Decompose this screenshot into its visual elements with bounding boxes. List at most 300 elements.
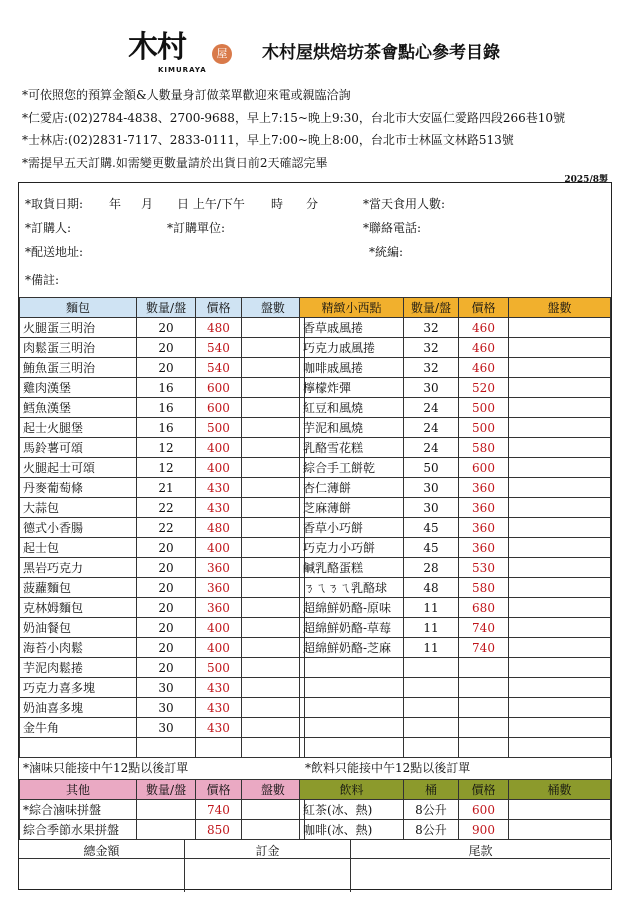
plates-input[interactable] — [509, 558, 611, 578]
drinks-header-row — [300, 780, 611, 800]
plates-input[interactable] — [509, 538, 611, 558]
item-qty: 21 — [137, 478, 196, 498]
drinks-header: 飲料 — [300, 780, 404, 800]
item-qty: 45 — [404, 518, 459, 538]
item-name: 超綿鮮奶酪-草莓 — [300, 618, 404, 638]
table-row — [300, 398, 611, 418]
item-name — [300, 738, 404, 758]
item-price: 600 — [459, 800, 509, 820]
minute-label: 分 — [306, 197, 319, 211]
item-qty: 50 — [404, 458, 459, 478]
item-name: 火腿起士可頌 — [20, 458, 137, 478]
table-row — [300, 378, 611, 398]
table-row — [20, 538, 305, 558]
plates-input[interactable] — [241, 458, 304, 478]
item-price: 680 — [459, 598, 509, 618]
qty-header: 數量/盤 — [404, 298, 459, 318]
item-price: 360 — [459, 498, 509, 518]
table-row — [300, 438, 611, 458]
table-row — [300, 718, 611, 738]
pastry-header-row — [300, 298, 611, 318]
item-qty — [404, 738, 459, 758]
plates-input[interactable] — [509, 418, 611, 438]
item-price: 400 — [196, 618, 242, 638]
table-row — [300, 800, 611, 820]
note-line: *仁愛店:(02)2784-4838、2700-9688，早上7:15~晚上9:30，台北市大安區仁愛路四段266巷10號 — [22, 110, 566, 125]
buckets-header: 桶數 — [509, 780, 611, 800]
item-price: 500 — [196, 418, 242, 438]
item-qty: 16 — [137, 398, 196, 418]
item-name: 綜合手工餅乾 — [300, 458, 404, 478]
item-qty: 32 — [404, 338, 459, 358]
table-row — [20, 638, 305, 658]
table-row — [20, 518, 305, 538]
item-name: 檸檬炸彈 — [300, 378, 404, 398]
table-row — [20, 800, 305, 820]
plates-input[interactable] — [509, 378, 611, 398]
item-qty: 30 — [404, 498, 459, 518]
table-row — [300, 478, 611, 498]
plates-input[interactable] — [241, 800, 304, 820]
item-qty: 20 — [137, 658, 196, 678]
pickup-date-label[interactable]: *取貨日期: — [25, 197, 84, 211]
hour-label: 時 — [271, 197, 284, 211]
item-price: 400 — [196, 638, 242, 658]
price-header: 價格 — [196, 298, 242, 318]
plates-input[interactable] — [509, 318, 611, 338]
item-qty: 28 — [404, 558, 459, 578]
item-price: 460 — [459, 338, 509, 358]
table-row — [20, 378, 305, 398]
item-price: 500 — [459, 418, 509, 438]
item-name: 大蒜包 — [20, 498, 137, 518]
plates-input[interactable] — [241, 578, 304, 598]
table-row — [300, 418, 611, 438]
table-row — [20, 578, 305, 598]
table-row — [300, 658, 611, 678]
address-label[interactable]: *配送地址: — [25, 245, 84, 259]
others-header: 其他 — [20, 780, 137, 800]
item-price: 360 — [459, 538, 509, 558]
headcount-label[interactable]: *當天食用人數: — [363, 197, 446, 211]
table-row — [20, 658, 305, 678]
item-name: 咖啡(冰、熱) — [300, 820, 404, 840]
plates-input[interactable] — [509, 338, 611, 358]
others-header-row — [20, 780, 305, 800]
item-name: 火腿蛋三明治 — [20, 318, 137, 338]
item-name: 綜合季節水果拼盤 — [20, 820, 137, 840]
bread-header: 麵包 — [20, 298, 137, 318]
note-line: *可依照您的預算金額&人數量身訂做菜單歡迎來電或親臨洽詢 — [22, 88, 351, 102]
month-label: 月 — [141, 197, 154, 211]
note-line: *需提早五天訂購.如需變更數量請於出貨日前2天確認完畢 — [22, 155, 328, 170]
pastry-table — [299, 297, 611, 758]
plates-input[interactable] — [509, 458, 611, 478]
item-name: 奶油喜多塊 — [20, 698, 137, 718]
item-qty: 11 — [404, 638, 459, 658]
plates-input[interactable] — [241, 738, 304, 758]
item-price: 520 — [459, 378, 509, 398]
item-price: 430 — [196, 498, 242, 518]
item-name: 雞肉漢堡 — [20, 378, 137, 398]
item-qty: 11 — [404, 618, 459, 638]
page-title: 木村屋烘焙坊茶會點心參考目錄 — [262, 43, 500, 63]
item-qty: 22 — [137, 518, 196, 538]
item-price: 360 — [459, 518, 509, 538]
item-qty: 30 — [404, 378, 459, 398]
note-line: *士林店:(02)2831-7117、2833-0111，早上7:00~晚上8:00，台北市士林區文林路513號 — [22, 133, 514, 147]
item-qty — [404, 658, 459, 678]
item-name: 杏仁薄餅 — [300, 478, 404, 498]
plates-input[interactable] — [509, 800, 611, 820]
item-price: 360 — [196, 598, 242, 618]
plates-input[interactable] — [509, 398, 611, 418]
table-row — [20, 458, 305, 478]
item-name: 起士包 — [20, 538, 137, 558]
plates-input[interactable] — [241, 478, 304, 498]
item-name: 海苔小肉鬆 — [20, 638, 137, 658]
item-price: 500 — [196, 658, 242, 678]
plates-input[interactable] — [509, 738, 611, 758]
item-qty: 48 — [404, 578, 459, 598]
item-name: ㄋㄟㄋㄟ乳酪球 — [300, 578, 404, 598]
table-row — [20, 398, 305, 418]
item-price: 740 — [459, 618, 509, 638]
item-qty: 20 — [137, 338, 196, 358]
item-name — [300, 698, 404, 718]
plates-input[interactable] — [509, 618, 611, 638]
table-row — [20, 598, 305, 618]
item-name — [20, 738, 137, 758]
table-row — [300, 498, 611, 518]
table-row — [300, 638, 611, 658]
item-name: 德式小香腸 — [20, 518, 137, 538]
table-row — [300, 458, 611, 478]
item-name: 鮪魚蛋三明治 — [20, 358, 137, 378]
table-row — [20, 338, 305, 358]
deposit-label: 訂金 — [255, 844, 280, 858]
tax-id-label[interactable]: *統編: — [369, 245, 404, 259]
item-qty: 24 — [404, 438, 459, 458]
price-header: 價格 — [196, 780, 242, 800]
item-price: 900 — [459, 820, 509, 840]
item-price: 400 — [196, 538, 242, 558]
item-price: 360 — [459, 478, 509, 498]
item-qty — [404, 718, 459, 738]
item-qty: 32 — [404, 318, 459, 338]
item-qty: 24 — [404, 418, 459, 438]
item-qty: 12 — [137, 458, 196, 478]
table-row — [20, 698, 305, 718]
plates-input[interactable] — [241, 658, 304, 678]
item-price: 400 — [196, 458, 242, 478]
plates-header: 盤數 — [241, 780, 304, 800]
item-qty: 30 — [137, 698, 196, 718]
plates-input[interactable] — [241, 618, 304, 638]
item-price: 360 — [196, 578, 242, 598]
plates-input[interactable] — [509, 598, 611, 618]
total-divider — [19, 858, 184, 859]
item-name: 巧克力小巧餅 — [300, 538, 404, 558]
day-ampm-label: 日 上午/下午 — [177, 197, 245, 211]
table-row — [20, 618, 305, 638]
plates-input[interactable] — [241, 358, 304, 378]
plates-input[interactable] — [241, 318, 304, 338]
item-price: 500 — [459, 398, 509, 418]
total-amount-label: 總金額 — [83, 844, 120, 858]
item-qty: 16 — [137, 418, 196, 438]
qty-header: 數量/盤 — [137, 780, 196, 800]
item-name: 咖啡戚風捲 — [300, 358, 404, 378]
item-price: 600 — [459, 458, 509, 478]
item-name: 肉鬆蛋三明治 — [20, 338, 137, 358]
plates-input[interactable] — [509, 698, 611, 718]
price-header: 價格 — [459, 780, 509, 800]
table-row — [20, 318, 305, 338]
item-name: 超綿鮮奶酪-原味 — [300, 598, 404, 618]
table-row — [20, 820, 305, 840]
item-name: 香草戚風捲 — [300, 318, 404, 338]
balance-cell[interactable] — [351, 840, 610, 892]
table-row — [300, 618, 611, 638]
table-row — [20, 438, 305, 458]
table-row — [20, 498, 305, 518]
logo-badge: 屋 — [212, 44, 232, 64]
braised-notice: *滷味只能接中午12點以後訂單 — [23, 761, 189, 775]
item-qty: 32 — [404, 358, 459, 378]
item-price: 740 — [196, 800, 242, 820]
item-price: 850 — [196, 820, 242, 840]
qty-header: 數量/盤 — [137, 298, 196, 318]
item-price — [196, 738, 242, 758]
table-row — [300, 318, 611, 338]
item-name: 菠蘿麵包 — [20, 578, 137, 598]
item-name: 香草小巧餅 — [300, 518, 404, 538]
item-price: 430 — [196, 678, 242, 698]
plates-input[interactable] — [241, 518, 304, 538]
plates-input[interactable] — [509, 638, 611, 658]
orderer-label[interactable]: *訂購人: — [25, 221, 72, 235]
plates-input[interactable] — [241, 538, 304, 558]
item-name: 鹹乳酪蛋糕 — [300, 558, 404, 578]
plates-input[interactable] — [509, 438, 611, 458]
table-row — [300, 738, 611, 758]
order-unit-label[interactable]: *訂購單位: — [167, 221, 226, 235]
plates-input[interactable] — [509, 358, 611, 378]
table-row — [20, 718, 305, 738]
item-price: 460 — [459, 358, 509, 378]
item-qty: 22 — [137, 498, 196, 518]
item-price: 460 — [459, 318, 509, 338]
item-name — [300, 718, 404, 738]
plates-input[interactable] — [241, 598, 304, 618]
plates-input[interactable] — [509, 820, 611, 840]
item-price: 600 — [196, 398, 242, 418]
order-info-section — [19, 183, 610, 297]
pastry-header: 精緻小西點 — [300, 298, 404, 318]
item-price: 480 — [196, 318, 242, 338]
plates-input[interactable] — [241, 378, 304, 398]
plates-input[interactable] — [241, 338, 304, 358]
item-price: 400 — [196, 438, 242, 458]
item-name: 芝麻薄餅 — [300, 498, 404, 518]
deposit-cell[interactable] — [185, 840, 351, 892]
plates-input[interactable] — [241, 558, 304, 578]
plates-input[interactable] — [241, 498, 304, 518]
plates-input[interactable] — [509, 518, 611, 538]
item-price — [459, 738, 509, 758]
item-name — [300, 678, 404, 698]
kimuraya-logo — [128, 30, 238, 80]
item-qty: 8公升 — [404, 820, 459, 840]
logo-subtitle: KIMURAYA — [158, 66, 207, 74]
item-qty: 20 — [137, 638, 196, 658]
item-qty: 20 — [137, 598, 196, 618]
table-row — [300, 538, 611, 558]
year-label: 年 — [109, 197, 122, 211]
plates-input[interactable] — [241, 438, 304, 458]
item-qty — [137, 820, 196, 840]
item-qty: 24 — [404, 398, 459, 418]
item-qty: 20 — [137, 558, 196, 578]
item-name: 奶油餐包 — [20, 618, 137, 638]
item-qty: 8公升 — [404, 800, 459, 820]
item-name — [300, 658, 404, 678]
item-price: 430 — [196, 718, 242, 738]
item-qty: 30 — [137, 678, 196, 698]
table-row — [300, 358, 611, 378]
phone-label[interactable]: *聯絡電話: — [363, 221, 422, 235]
plates-input[interactable] — [241, 418, 304, 438]
plates-input[interactable] — [509, 478, 611, 498]
item-qty: 11 — [404, 598, 459, 618]
item-qty: 20 — [137, 618, 196, 638]
item-price: 480 — [196, 518, 242, 538]
item-qty: 20 — [137, 538, 196, 558]
item-name: 芋泥和風燒 — [300, 418, 404, 438]
table-row — [300, 698, 611, 718]
plates-input[interactable] — [241, 718, 304, 738]
item-name: *綜合滷味拼盤 — [20, 800, 137, 820]
item-name: 丹麥葡萄條 — [20, 478, 137, 498]
item-name: 紅豆和風燒 — [300, 398, 404, 418]
plates-input[interactable] — [241, 638, 304, 658]
item-name: 鱈魚漢堡 — [20, 398, 137, 418]
drinks-table — [299, 779, 611, 840]
table-row — [20, 418, 305, 438]
item-name: 乳酪雪花糕 — [300, 438, 404, 458]
item-price: 580 — [459, 578, 509, 598]
item-qty — [137, 800, 196, 820]
table-row — [300, 678, 611, 698]
plates-input[interactable] — [509, 718, 611, 738]
order-form — [18, 182, 612, 890]
item-name: 巧克力喜多塊 — [20, 678, 137, 698]
item-qty: 20 — [137, 578, 196, 598]
item-price: 430 — [196, 698, 242, 718]
item-price: 580 — [459, 438, 509, 458]
item-price — [459, 718, 509, 738]
item-price: 540 — [196, 338, 242, 358]
plates-header: 盤數 — [509, 298, 611, 318]
item-price — [459, 678, 509, 698]
item-qty: 20 — [137, 318, 196, 338]
plates-input[interactable] — [241, 398, 304, 418]
table-row — [20, 478, 305, 498]
item-qty: 16 — [137, 378, 196, 398]
item-name: 金牛角 — [20, 718, 137, 738]
bucket-header: 桶 — [404, 780, 459, 800]
remarks-label[interactable]: *備註: — [25, 273, 60, 287]
date-code: 2025/8製 — [564, 175, 608, 185]
item-name: 起士火腿堡 — [20, 418, 137, 438]
item-qty: 20 — [137, 358, 196, 378]
others-table — [19, 779, 305, 840]
notes-list — [22, 84, 565, 174]
table-row — [20, 678, 305, 698]
item-price — [459, 698, 509, 718]
table-row — [20, 738, 305, 758]
item-name: 紅茶(冰、熱) — [300, 800, 404, 820]
deposit-divider — [185, 858, 350, 859]
item-name: 克林姆麵包 — [20, 598, 137, 618]
table-row — [300, 578, 611, 598]
item-name: 超綿鮮奶酪-芝麻 — [300, 638, 404, 658]
item-price: 600 — [196, 378, 242, 398]
item-name: 巧克力戚風捲 — [300, 338, 404, 358]
item-qty: 45 — [404, 538, 459, 558]
item-price: 430 — [196, 478, 242, 498]
item-qty — [404, 678, 459, 698]
item-price: 740 — [459, 638, 509, 658]
item-qty: 30 — [137, 718, 196, 738]
balance-divider — [351, 858, 610, 859]
totals-section — [19, 839, 610, 891]
table-row — [300, 338, 611, 358]
item-name: 馬鈴薯可頌 — [20, 438, 137, 458]
bread-table — [19, 297, 305, 758]
item-qty: 30 — [404, 478, 459, 498]
table-row — [300, 598, 611, 618]
item-price — [459, 658, 509, 678]
table-row — [300, 518, 611, 538]
plates-header: 盤數 — [241, 298, 304, 318]
table-row — [300, 820, 611, 840]
item-qty: 12 — [137, 438, 196, 458]
price-header: 價格 — [459, 298, 509, 318]
table-row — [20, 558, 305, 578]
bread-header-row — [20, 298, 305, 318]
plates-input[interactable] — [509, 678, 611, 698]
item-name: 芋泥肉鬆捲 — [20, 658, 137, 678]
plates-input[interactable] — [509, 578, 611, 598]
plates-input[interactable] — [241, 698, 304, 718]
item-price: 530 — [459, 558, 509, 578]
table-row — [20, 358, 305, 378]
plates-input[interactable] — [509, 498, 611, 518]
item-name: 黑岩巧克力 — [20, 558, 137, 578]
item-price: 540 — [196, 358, 242, 378]
item-qty — [137, 738, 196, 758]
logo-text: 木村 — [128, 30, 186, 65]
total-amount-cell[interactable] — [19, 840, 185, 892]
table-row — [300, 558, 611, 578]
plates-input[interactable] — [241, 820, 304, 840]
balance-label: 尾款 — [468, 844, 493, 858]
item-qty — [404, 698, 459, 718]
plates-input[interactable] — [241, 678, 304, 698]
plates-input[interactable] — [509, 658, 611, 678]
